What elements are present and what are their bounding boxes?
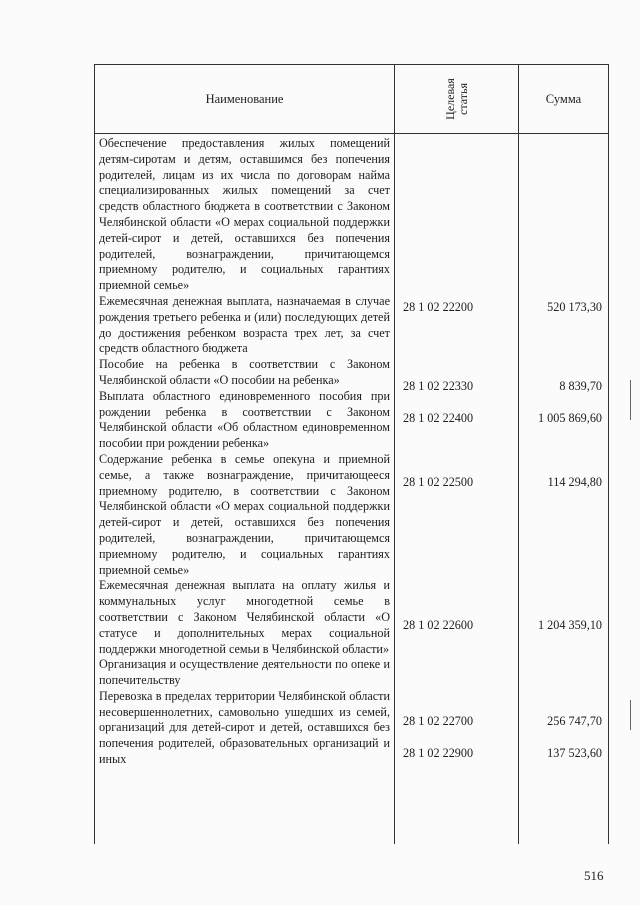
row-text: Ежемесячная денежная выплата, назначаемая в случае рождения третьего ребенка и (или) последующих детей до достижения ребенком возраста трех лет, за счет средств областного бюджета [99, 293, 390, 356]
row-amount: 8 839,70 [559, 379, 602, 393]
row-code: 28 1 02 22500 [403, 475, 474, 489]
row-text: Выплата областного единовременного пособия при рождении ребенка в соответствии с Законом Челябинской области «Об областном единовременном пособии при рождении ребенка» [99, 388, 390, 451]
header-code-line1: Целевая [442, 77, 457, 120]
row-amount: 256 747,70 [547, 714, 602, 728]
row-code: 28 1 02 22700 [403, 714, 474, 728]
scan-edge-mark [630, 700, 631, 730]
row-amount: 1 204 359,10 [538, 618, 602, 632]
row-text: Перевозка в пределах территории Челябинской области несовершеннолетних, самовольно ушедших из семей, организаций для детей-сирот и детей, оставшихся без попечения родителей, образовательных организаций и иных [99, 688, 390, 767]
row-code: 28 1 02 22900 [403, 746, 474, 760]
row-code: 28 1 02 22200 [403, 300, 474, 314]
header-code-line2: статья [455, 82, 470, 115]
row-code: 28 1 02 22600 [403, 618, 474, 632]
row-code: 28 1 02 22330 [403, 379, 474, 393]
row-text: Содержание ребенка в семье опекуна и приемной семье, а также вознаграждение, причитающееся приемному родителю, в соответствии с Законом Челябинской области «О мерах социальной поддержки детей-сирот и детей, оставшихся без попечения родителей, вознаграждении, причитающемся приемному родителю, и социальных гарантиях приемной семье» [99, 451, 390, 577]
row-code: 28 1 02 22400 [403, 411, 474, 425]
row-amount: 114 294,80 [547, 475, 602, 489]
row-names [99, 136, 390, 768]
scan-edge-mark [630, 380, 631, 420]
header-name: Наименование [95, 65, 395, 134]
row-amount: 520 173,30 [547, 300, 602, 314]
table-header-row [95, 65, 609, 134]
row-text: Ежемесячная денежная выплата на оплату жилья и коммунальных услуг многодетной семье в соответствии с Законом Челябинской области «О статусе и дополнительных мерах социальной поддержки многодетной семьи в Челябинской области» [99, 578, 390, 656]
sum-column [519, 134, 609, 845]
row-amount: 1 005 869,60 [538, 411, 602, 425]
row-amount: 137 523,60 [547, 746, 602, 760]
row-text: Пособие на ребенка в соответствии с Законом Челябинской области «О пособии на ребенка» [99, 357, 390, 387]
page-number: 516 [584, 868, 604, 883]
table-body-row [95, 134, 609, 845]
header-code [395, 65, 519, 134]
row-text: Обеспечение предоставления жилых помещений детям-сиротам и детям, оставшимся без попечения родителей, лицам из их числа по договорам найма специализированных жилых помещений за счет средств областного бюджета в соответствии с Законом Челябинской области «О мерах социальной поддержки детей-сирот и детей, оставшихся без попечения родителей, вознаграждении, причитающемся приемному родителю, и социальных гарантиях приемной семье» [99, 136, 390, 293]
row-text: Организация и осуществление деятельности по опеке и попечительству [99, 657, 390, 688]
code-column [395, 134, 519, 845]
header-sum: Сумма [519, 65, 609, 134]
budget-table [94, 64, 609, 844]
name-column [95, 134, 395, 845]
